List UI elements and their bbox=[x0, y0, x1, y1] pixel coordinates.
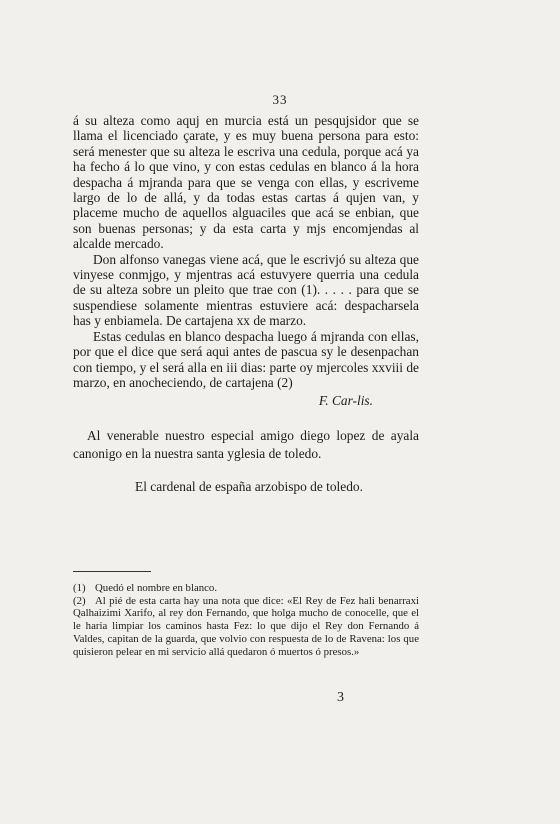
closing-line: El cardenal de españa arzobispo de toledo. bbox=[135, 479, 363, 495]
footnote bbox=[73, 582, 419, 595]
footnotes bbox=[73, 582, 419, 658]
footnote bbox=[73, 595, 419, 659]
letter-body bbox=[73, 113, 419, 495]
paragraph: á su alteza como aquj en murcia está un pesqujsidor que se llama el licenciado çarate, y es muy buena persona para esto: será menester que su alteza le escriva una cedula, porque acá ya ha fecho á lo que vino, y con estas cedulas en blanco á la hora despacha á mjranda para que se venga con ellas, y escriveme largo de lo de allá, y da todas estas cartas á qujen van, y placeme mucho de aquellos alguaciles que acá se enbian, que son buenas personas; y da esta carta y mjs encomjendas al alcalde mercado. bbox=[73, 113, 419, 252]
footnote-marker: (2) bbox=[73, 594, 86, 607]
sheet-number: 3 bbox=[337, 690, 344, 705]
address-line: Al venerable nuestro especial amigo diego lopez de ayala canonigo en la nuestra santa yglesia de toledo. bbox=[73, 428, 419, 461]
paragraph: Don alfonso vanegas viene acá, que le escrivjó su alteza que vinyese conmjgo, y mjentras acá estuvyere querria una cedula de su alteza sobre un pleito que trae con (1). . . . . para que se suspendiese solamente mientras estuviere acá: despacharsela has y enbiamela. De cartajena xx de marzo. bbox=[73, 251, 419, 329]
footnote-divider bbox=[73, 571, 151, 572]
paragraph: Estas cedulas en blanco despacha luego á mjranda con ellas, por que el dice que será aqui antes de pascua sy le desenpachan con tiempo, y el será alla en iii dias: parte oy mjercoles xxviii de marzo, en anocheciendo, de cartajena (2) bbox=[73, 328, 419, 390]
footnote-marker: (1) bbox=[73, 582, 86, 594]
page-number: 33 bbox=[272, 92, 288, 107]
footnote-text: Quedó el nombre en blanco. bbox=[95, 582, 218, 594]
footnote-text: Al pié de esta carta hay una nota que dice: «El Rey de Fez hali benarraxi Qalhaizimi Xarifo, al rey don Fernando, que holga mucho de conocelle, que el le haria limpiar los caminos hasta Fez: lo que dijo el Rey don Fernando á Valdes, capitan de la guarda, que volvio con respuesta de lo de Ravena: los que quisieron pelear en mi servicio allá quedaron ó muertos ó presos.» bbox=[73, 594, 419, 658]
signature: F. Car-lis. bbox=[318, 393, 373, 409]
